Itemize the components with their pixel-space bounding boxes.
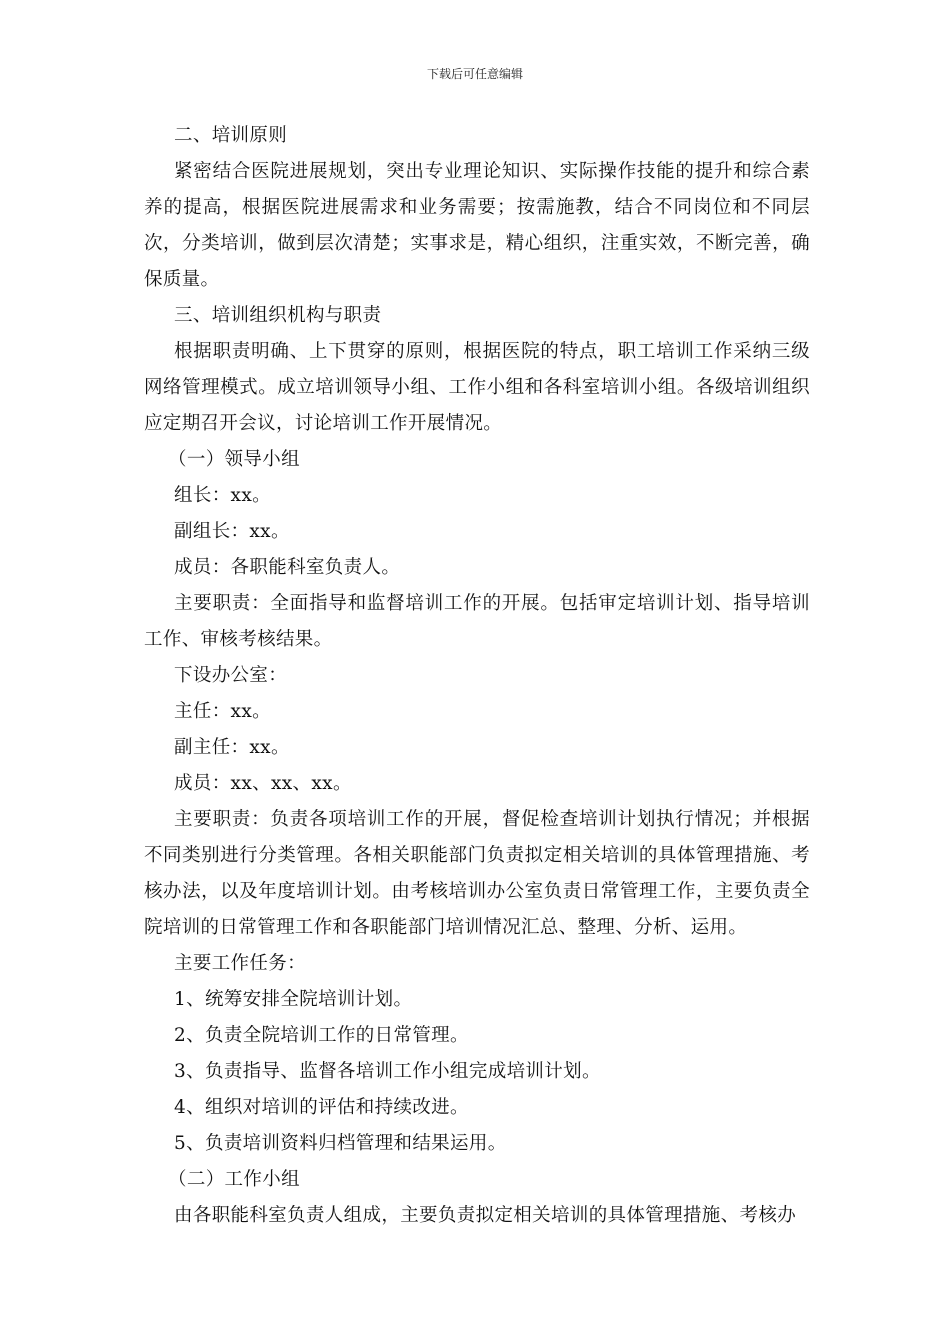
list-item-task-2: 2、负责全院培训工作的日常管理。 [174, 1025, 469, 1046]
list-item-task-3: 3、负责指导、监督各培训工作小组完成培训计划。 [174, 1061, 601, 1082]
paragraph-office-members: 成员：xx、xx、xx。 [174, 773, 352, 794]
paragraph-training-principles: 紧密结合医院进展规划，突出专业理论知识、实际操作技能的提升和综合素养的提高，根据医院进展需求和业务需要；按需施教，结合不同岗位和不同层次，分类培训，做到层次清楚；实事求是，精心组织，注重实效，不断完善，确保质量。 [144, 161, 810, 290]
paragraph-office-deputy: 副主任：xx。 [174, 737, 290, 758]
paragraph-office-duties: 主要职责：负责各项培训工作的开展，督促检查培训计划执行情况；并根据不同类别进行分类管理。各相关职能部门负责拟定相关培训的具体管理措施、考核办法，以及年度培训计划。由考核培训办公室负责日常管理工作，主要负责全院培训的日常管理工作和各职能部门培训情况汇总、整理、分析、运用。 [144, 809, 810, 938]
paragraph-main-tasks-heading: 主要工作任务： [174, 953, 306, 974]
document-body [144, 118, 810, 1234]
section-heading-organization: 三、培训组织机构与职责 [174, 305, 382, 326]
paragraph-deputy-leader: 副组长：xx。 [174, 521, 290, 542]
paragraph-members: 成员：各职能科室负责人。 [174, 557, 401, 578]
subheading-leadership-group: （一）领导小组 [168, 449, 300, 470]
list-item-task-5: 5、负责培训资料归档管理和结果运用。 [174, 1133, 507, 1154]
paragraph-leadership-duties: 主要职责：全面指导和监督培训工作的开展。包括审定培训计划、指导培训工作、审核考核结果。 [144, 593, 810, 650]
paragraph-organization: 根据职责明确、上下贯穿的原则，根据医院的特点，职工培训工作采纳三级网络管理模式。成立培训领导小组、工作小组和各科室培训小组。各级培训组织应定期召开会议，讨论培训工作开展情况。 [144, 341, 810, 434]
subheading-working-group: （二）工作小组 [168, 1169, 300, 1190]
list-item-task-4: 4、组织对培训的评估和持续改进。 [174, 1097, 469, 1118]
list-item-task-1: 1、统筹安排全院培训计划。 [174, 989, 413, 1010]
paragraph-office: 下设办公室： [174, 665, 288, 686]
section-heading-training-principles: 二、培训原则 [174, 125, 288, 146]
paragraph-group-leader: 组长：xx。 [174, 485, 271, 506]
paragraph-office-director: 主任：xx。 [174, 701, 271, 722]
paragraph-working-group: 由各职能科室负责人组成，主要负责拟定相关培训的具体管理措施、考核办 [174, 1205, 797, 1226]
page-header-note: 下载后可任意编辑 [426, 67, 523, 81]
